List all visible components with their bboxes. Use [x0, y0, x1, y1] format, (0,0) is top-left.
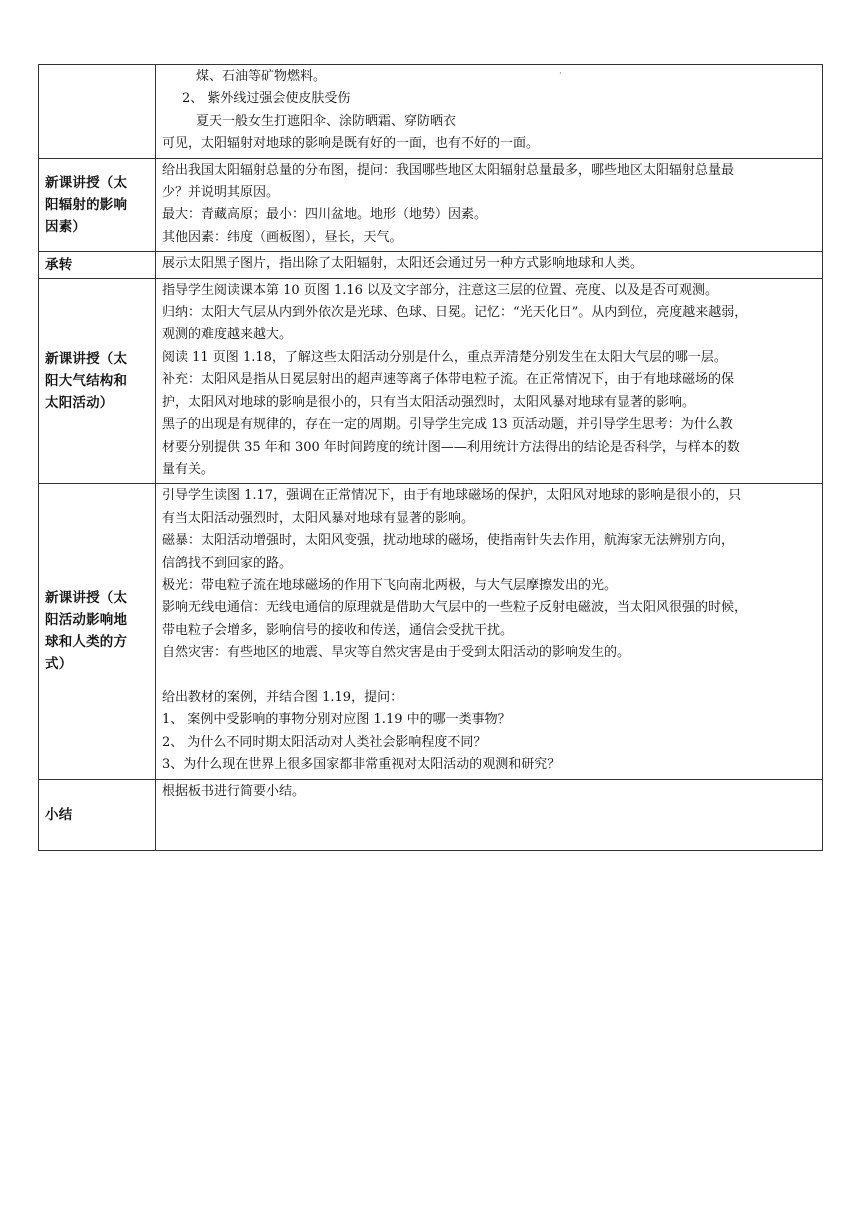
table-row [39, 158, 823, 252]
section-label-line: 太阳活动） [45, 394, 114, 411]
section-label-cell [39, 278, 156, 484]
section-label-line: 新课讲授（太 [45, 174, 128, 191]
section-label-line: 阳活动影响地 [45, 612, 128, 629]
content-line: 阅读 11 页图 1.18，了解这些太阳活动分别是什么，重点弄清楚分别发生在太阳大气层的哪一层。 [162, 349, 727, 365]
table-body [39, 65, 823, 851]
section-label [45, 348, 151, 414]
section-label-cell [39, 252, 156, 278]
section-label-cell [39, 65, 156, 159]
page-mark: · [559, 69, 562, 79]
content-line: 引导学生读图 1.17，强调在正常情况下，由于有地球磁场的保护，太阳风对地球的影响是很小的，只 [162, 488, 742, 504]
table-row [39, 278, 823, 484]
section-content-cell [156, 65, 823, 159]
content-line: 给出我国太阳辐射总量的分布图，提问：我国哪些地区太阳辐射总量最多，哪些地区太阳辐射总量最 [162, 162, 735, 178]
content-line: 根据板书进行简要小结。 [162, 783, 306, 799]
table-row [39, 252, 823, 278]
section-label-line: 新课讲授（太 [45, 590, 128, 607]
content-line: 影响无线电通信：无线电通信的原理就是借助大气层中的一些粒子反射电磁波，当太阳风很强的时候， [162, 600, 748, 616]
content-line: 归纳：太阳大气层从内到外依次是光球、色球、日冕。记忆：“光天化日”。从内到位，亮度越来越弱， [162, 305, 748, 321]
content-line: 最大：青藏高原；最小：四川盆地。地形（地势）因素。 [162, 207, 488, 223]
content-line: 护，太阳风对地球的影响是很小的，只有当太阳活动强烈时，太阳风暴对地球有显著的影响。 [162, 394, 696, 410]
content-line: 2、 紫外线过强会使皮肤受伤 [182, 91, 351, 107]
table-row [39, 484, 823, 779]
lesson-plan-table [38, 64, 823, 851]
section-content-cell [156, 158, 823, 252]
section-label-line: 阳辐射的影响 [45, 196, 128, 213]
content-line [162, 825, 816, 847]
content-line: 3、为什么现在世界上很多国家都非常重视对太阳活动的观测和研究？ [162, 757, 561, 773]
content-line: 磁暴：太阳活动增强时，太阳风变强，扰动地球的磁场，使指南针失去作用，航海家无法辨别方向， [162, 533, 735, 549]
content-line: 2、 为什么不同时期太阳活动对人类社会影响程度不同？ [162, 734, 487, 750]
section-label-line: 承转 [45, 256, 73, 273]
content-line: 夏天一般女生打遮阳伞、涂防晒霜、穿防晒衣 [196, 113, 457, 129]
content-line: 煤、石油等矿物燃料。 [196, 69, 327, 84]
content-line: 观测的难度越来越大。 [162, 327, 293, 343]
content-line: 黑子的出现是有规律的，存在一定的周期。引导学生完成 13 页活动题，并引导学生思考：为什么教 [162, 417, 733, 433]
section-label [45, 804, 151, 826]
section-label [45, 587, 151, 675]
section-content-cell [156, 484, 823, 779]
section-label-line: 球和人类的方 [45, 634, 128, 651]
content-line: 1、 案例中受影响的事物分别对应图 1.19 中的哪一类事物？ [162, 712, 511, 728]
content-line: 带电粒子会增多，影响信号的接收和传送，通信会受扰干扰。 [162, 622, 514, 638]
content-line: 少？并说明其原因。 [162, 185, 280, 201]
section-label-line: 式） [45, 656, 73, 673]
content-line: 指导学生阅读课本第 10 页图 1.16 以及文字部分，注意这三层的位置、亮度、以及是否可观测。 [162, 282, 719, 298]
section-label-cell [39, 158, 156, 252]
content-line: 其他因素：纬度（画板图），昼长，天气。 [162, 229, 403, 245]
section-content-cell [156, 252, 823, 278]
content-line: 自然灾害：有些地区的地震、旱灾等自然灾害是由于受到太阳活动的影响发生的。 [162, 645, 631, 661]
content-line: 量有关。 [162, 461, 215, 477]
content-line [162, 665, 816, 687]
section-content-cell [156, 779, 823, 850]
content-line: 信鸽找不到回家的路。 [162, 555, 293, 571]
section-label-cell [39, 779, 156, 850]
section-label [45, 172, 151, 238]
section-label-cell [39, 484, 156, 779]
content-line: 有当太阳活动强烈时，太阳风暴对地球有显著的影响。 [162, 510, 475, 526]
content-line: 材要分别提供 35 年和 300 年时间跨度的统计图——利用统计方法得出的结论是否科学，与样本的数 [162, 439, 740, 455]
content-line: 展示太阳黑子图片，指出除了太阳辐射，太阳还会通过另一种方式影响地球和人类。 [162, 256, 644, 272]
section-label-line: 阳大气结构和 [45, 372, 128, 389]
content-line: 可见，太阳辐射对地球的影响是既有好的一面，也有不好的一面。 [162, 136, 540, 152]
table-row [39, 779, 823, 850]
section-label-line: 小结 [45, 806, 73, 823]
content-line: 极光：带电粒子流在地球磁场的作用下飞向南北两极，与大气层摩擦发出的光。 [162, 577, 618, 593]
content-line: 给出教材的案例，并结合图 1.19，提问： [162, 689, 404, 705]
content-line [162, 803, 816, 825]
content-line: 补充：太阳风是指从日冕层射出的超声速等离子体带电粒子流。在正常情况下，由于有地球磁场的保 [162, 372, 735, 388]
section-label-line: 因素） [45, 218, 87, 235]
section-content-cell [156, 278, 823, 484]
table-row [39, 65, 823, 159]
section-label-line: 新课讲授（太 [45, 350, 128, 367]
section-label [45, 254, 151, 276]
